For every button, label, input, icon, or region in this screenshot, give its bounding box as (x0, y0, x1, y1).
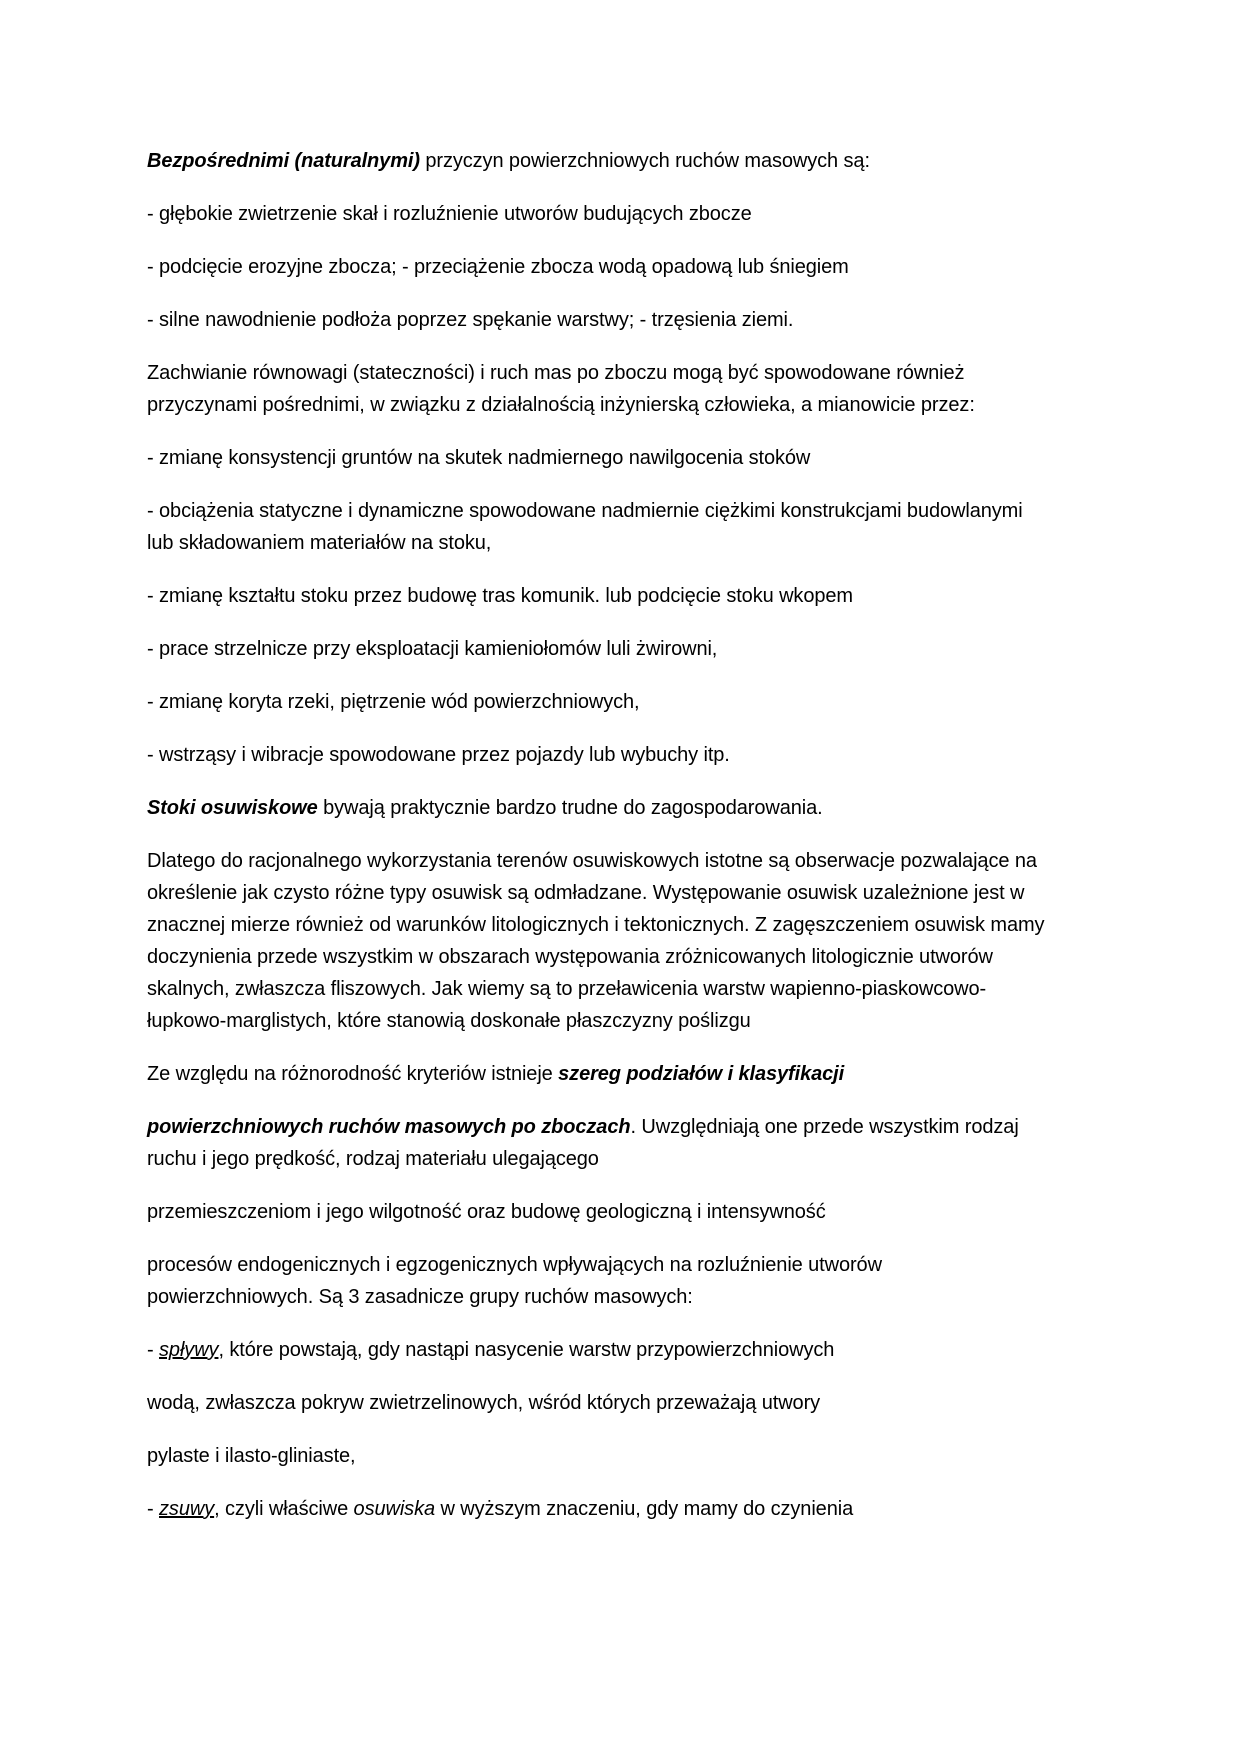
term-flows: spływy (159, 1339, 219, 1361)
list-item: - zmianę konsystencji gruntów na skutek nadmiernego nawilgocenia stoków (147, 447, 811, 469)
paragraph-text: , które powstają, gdy nastąpi nasycenie warstw przypowierzchniowych (218, 1339, 835, 1361)
emphasis-term: powierzchniowych ruchów masowych po zboczach (147, 1116, 631, 1138)
list-item: - wstrząsy i wibracje spowodowane przez pojazdy lub wybuchy itp. (147, 744, 730, 766)
document-body (147, 145, 1107, 1546)
text-line: doczynienia przede wszystkim w obszarach występowania zróżnicowanych litologicznie utworów (147, 946, 993, 968)
list-item: - podcięcie erozyjne zbocza; - przeciążenie zbocza wodą opadową lub śniegiem (147, 256, 849, 278)
paragraph-text: bywają praktycznie bardzo trudne do zagospodarowania. (317, 797, 823, 819)
list-dash: - (147, 1339, 160, 1361)
emphasis-term: szereg podziałów i klasyfikacji (558, 1063, 845, 1085)
term-landslides: osuwiska (353, 1498, 436, 1520)
list-item: - głębokie zwietrzenie skał i rozluźnienie utworów budujących zbocze (147, 203, 752, 225)
paragraph-text: przyczyn powierzchniowych ruchów masowych są: (419, 150, 870, 172)
text-line: procesów endogenicznych i egzogenicznych wpływających na rozluźnienie utworów (147, 1254, 882, 1276)
text-line: znacznej mierze również od warunków litologicznych i tektonicznych. Z zagęszczeniem osuwisk mamy (147, 914, 1045, 936)
list-item: - zmianę kształtu stoku przez budowę tras komunik. lub podcięcie stoku wkopem (147, 585, 853, 607)
list-item-flows (147, 1334, 1107, 1366)
text-line: ruchu i jego prędkość, rodzaj materiału ulegającego (147, 1148, 599, 1170)
text-line: przyczynami pośrednimi, w związku z działalnością inżynierską człowieka, a mianowicie przez: (147, 394, 975, 416)
paragraph-classification-intro (147, 1058, 1107, 1090)
paragraph-landslide-observations (147, 845, 1107, 1037)
text-line: skalnych, zwłaszcza fliszowych. Jak wiemy są to przeławicenia warstw wapienno-piaskowcowo- (147, 978, 987, 1000)
text-line: Zachwianie równowagi (stateczności) i ruch mas po zboczu mogą być spowodowane również (147, 362, 965, 384)
emphasis-term: Stoki osuwiskowe (147, 797, 318, 819)
paragraph-text: , czyli właściwe (214, 1498, 354, 1520)
paragraph-landslide-slopes (147, 792, 1107, 824)
list-item-slides (147, 1493, 1107, 1525)
list-item: - zmianę koryta rzeki, piętrzenie wód powierzchniowych, (147, 691, 640, 713)
paragraph-text: w wyższym znaczeniu, gdy mamy do czynienia (435, 1498, 854, 1520)
text-line: Dlatego do racjonalnego wykorzystania terenów osuwiskowych istotne są obserwacje pozwalające na (147, 850, 1037, 872)
paragraph-text: . Uwzględniają one przede wszystkim rodzaj (630, 1116, 1019, 1138)
list-item: - prace strzelnicze przy eksploatacji kamieniołomów luli żwirowni, (147, 638, 718, 660)
paragraph-mass-movement-groups (147, 1249, 1107, 1313)
paragraph-text-block: pylaste i ilasto-gliniaste, (147, 1445, 356, 1467)
list-item: - silne nawodnienie podłoża poprzez spękanie warstwy; - trzęsienia ziemi. (147, 309, 794, 331)
text-line: określenie jak czysto różne typy osuwisk są odmładzane. Występowanie osuwisk uzależnione jest w (147, 882, 1025, 904)
text-line: - obciążenia statyczne i dynamiczne spowodowane nadmiernie ciężkimi konstrukcjami budowlanymi (147, 500, 1023, 522)
paragraph-text-block: przemieszczeniom i jego wilgotność oraz budowę geologiczną i intensywność (147, 1201, 826, 1223)
text-line: łupkowo-marglistych, które stanowią doskonałe płaszczyzny poślizgu (147, 1010, 751, 1032)
term-slides: zsuwy (159, 1498, 215, 1520)
paragraph-indirect-causes (147, 357, 1107, 421)
text-line: lub składowaniem materiałów na stoku, (147, 532, 492, 554)
emphasis-term: Bezpośrednimi (naturalnymi) (147, 150, 420, 172)
text-line: powierzchniowych. Są 3 zasadnicze grupy ruchów masowych: (147, 1286, 693, 1308)
paragraph-text: Ze względu na różnorodność kryteriów istnieje (147, 1063, 559, 1085)
list-dash: - (147, 1498, 160, 1520)
paragraph-text-block: wodą, zwłaszcza pokryw zwietrzelinowych, wśród których przeważają utwory (147, 1392, 821, 1414)
list-item (147, 495, 1107, 559)
paragraph-direct-causes-intro (147, 145, 1107, 177)
paragraph-classification-criteria (147, 1111, 1107, 1175)
